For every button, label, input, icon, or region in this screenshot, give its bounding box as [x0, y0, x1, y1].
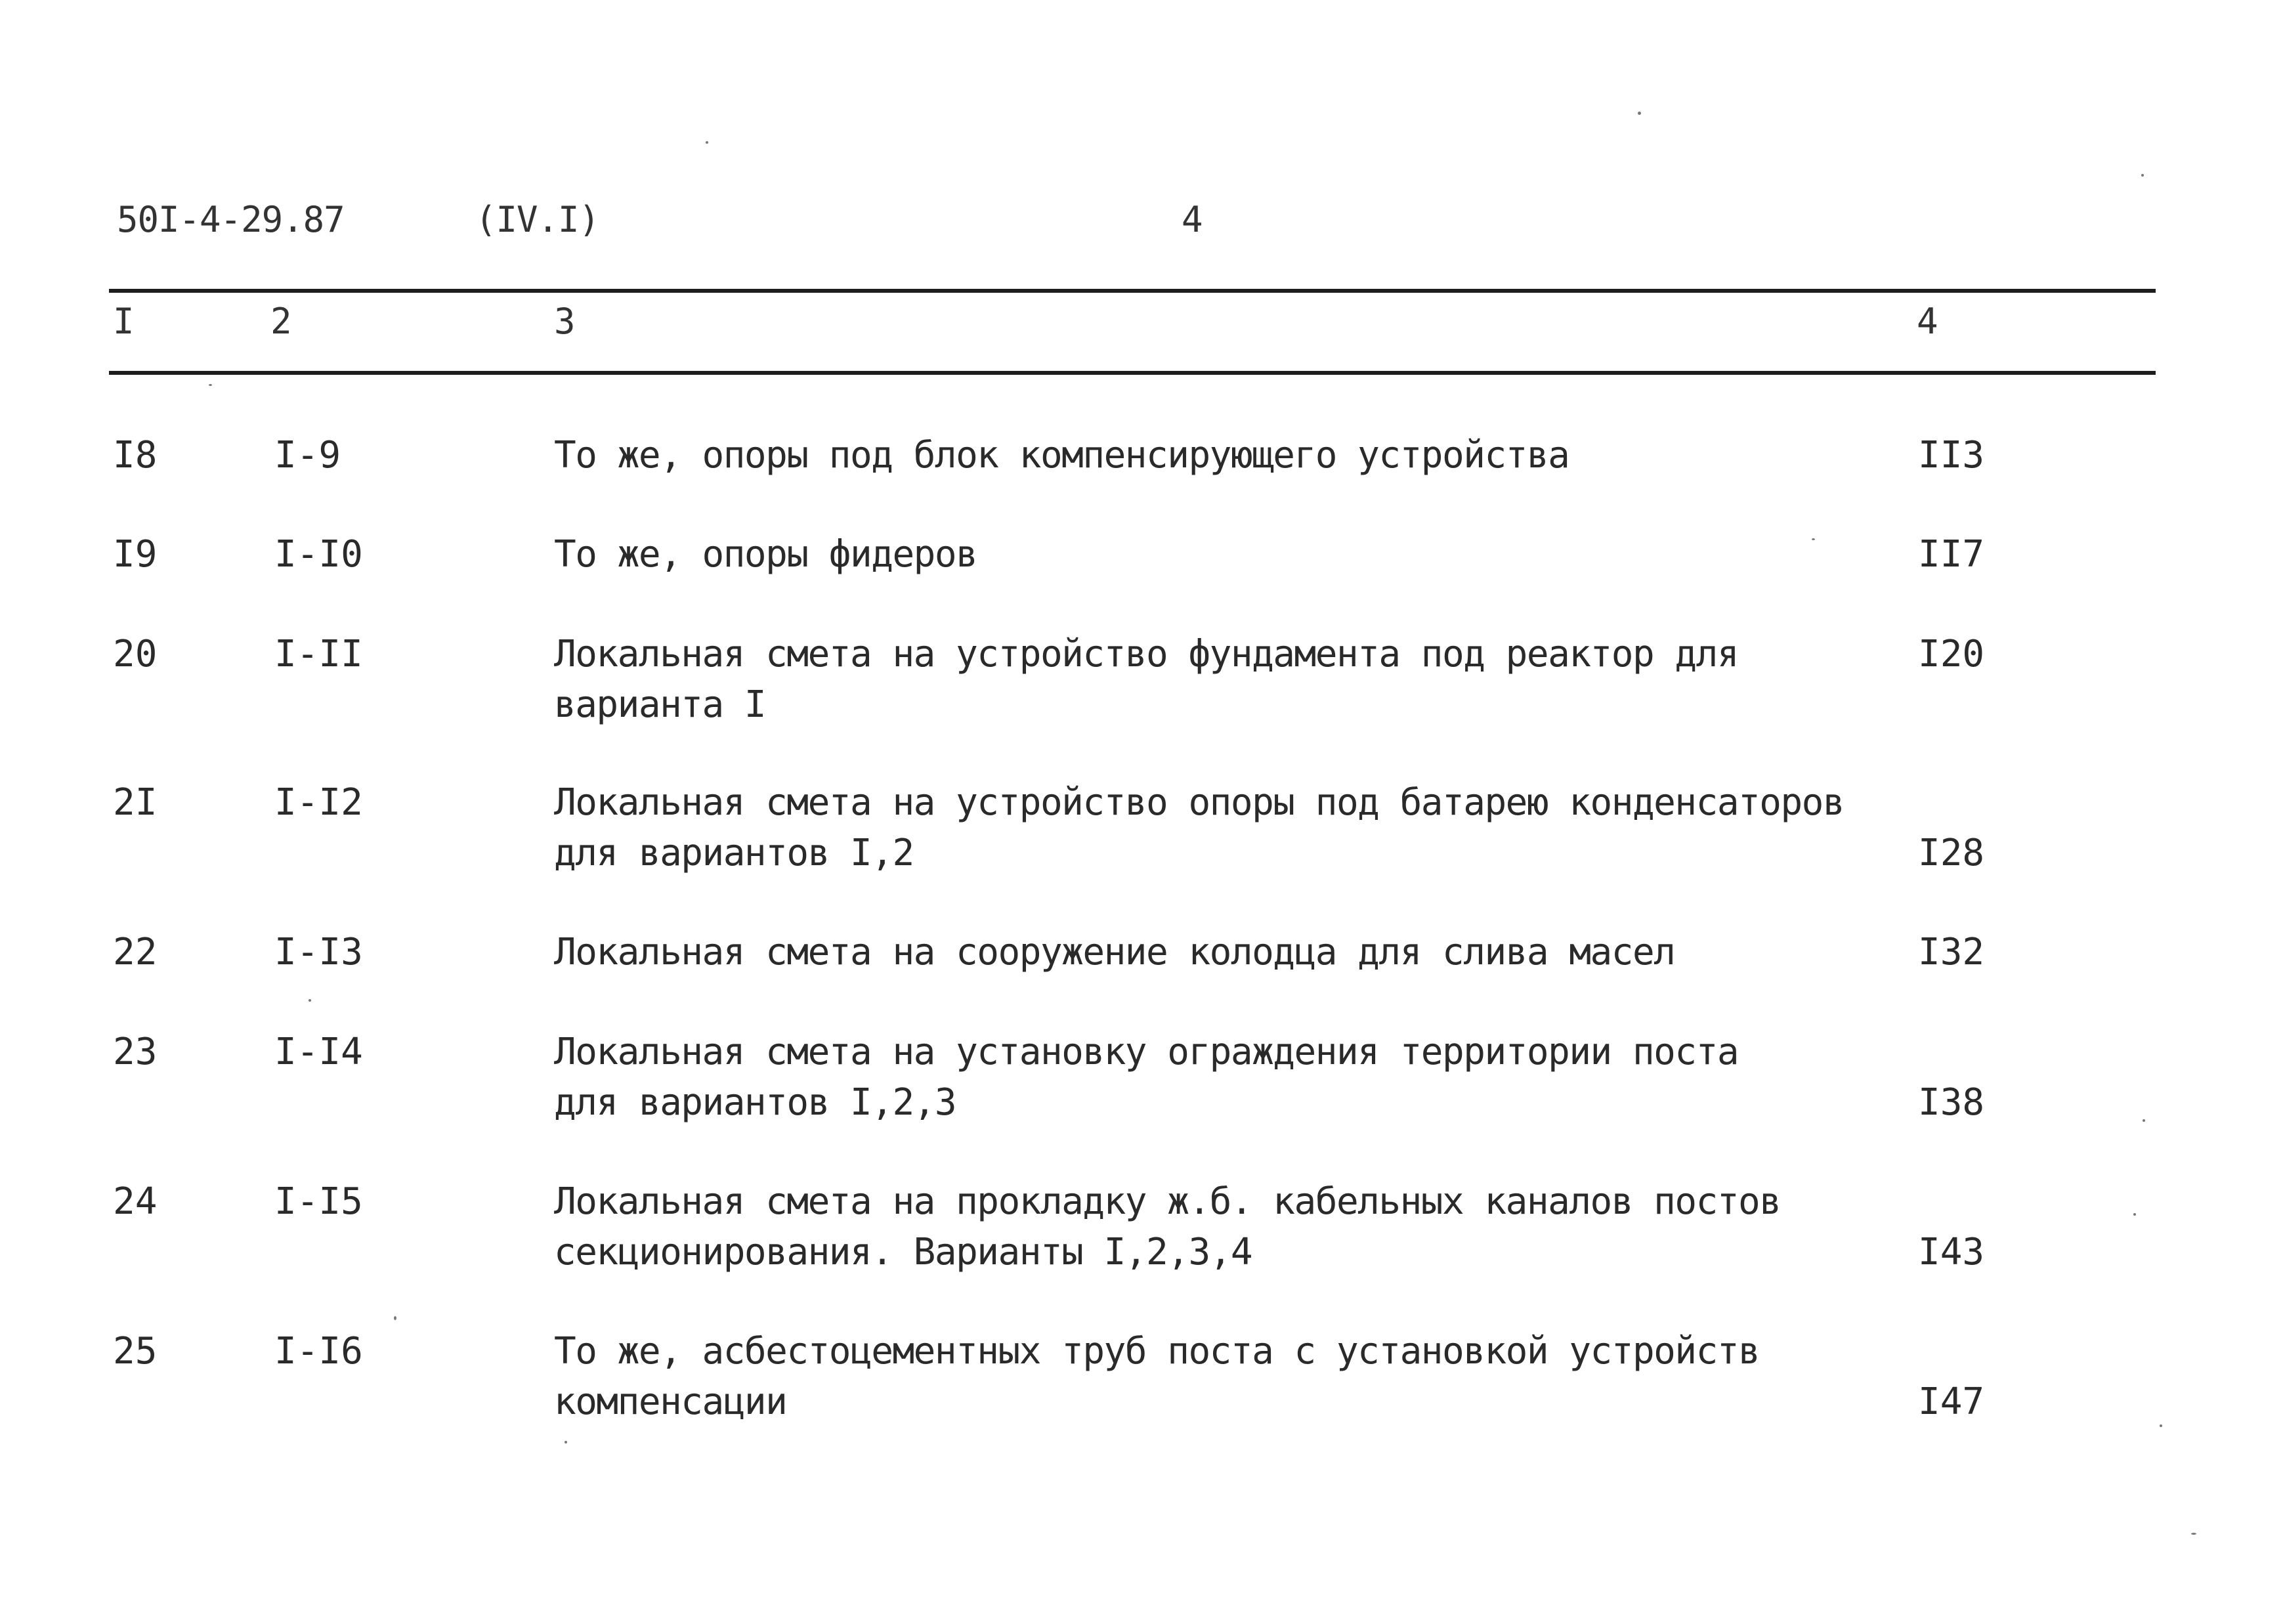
row-page: II3	[1918, 434, 1985, 477]
row-page: II7	[1918, 533, 1985, 576]
row-sheet: I-9	[274, 434, 341, 477]
row-sheet: I-I6	[274, 1330, 363, 1373]
row-number: 23	[113, 1031, 158, 1073]
row-title: Локальная смета на установку ограждения территории поста для вариантов I,2,3	[554, 1031, 1739, 1124]
scan-speck	[2141, 174, 2144, 177]
scan-speck	[1812, 538, 1815, 540]
row-page: I43	[1918, 1231, 1985, 1273]
row-number: 22	[113, 931, 158, 973]
row-page: I38	[1918, 1081, 1985, 1124]
row-page: I20	[1918, 633, 1985, 675]
scan-speck	[309, 999, 311, 1002]
row-page: I32	[1918, 931, 1985, 973]
row-sheet: I-I3	[274, 931, 363, 973]
row-title: Локальная смета на прокладку ж.б. кабельных каналов постов секционирования. Варианты I,2,3,4	[554, 1180, 1781, 1273]
document-code: 50I-4-29.87	[117, 199, 345, 240]
row-number: 20	[113, 633, 158, 675]
table-header-rule	[109, 371, 2156, 375]
row-number: I8	[113, 434, 158, 477]
row-title: Локальная смета на устройство опоры под батарею конденсаторов для вариантов I,2	[554, 781, 1845, 874]
table-top-rule	[109, 289, 2156, 293]
column-header-2: 2	[270, 301, 292, 342]
scan-speck	[1638, 112, 1641, 115]
scan-speck	[2160, 1424, 2162, 1427]
row-sheet: I-I4	[274, 1031, 363, 1073]
scan-speck	[209, 384, 212, 386]
row-sheet: I-I0	[274, 533, 363, 576]
row-number: 24	[113, 1180, 158, 1223]
column-header-1: I	[113, 301, 135, 342]
row-number: I9	[113, 533, 158, 576]
scan-speck	[2133, 1213, 2136, 1216]
row-number: 25	[113, 1330, 158, 1373]
scan-speck	[565, 1441, 567, 1443]
volume-label: (IV.I)	[475, 199, 600, 240]
row-title: То же, опоры под блок компенсирующего устройства	[554, 434, 1569, 477]
scan-speck	[706, 141, 708, 144]
row-sheet: I-I2	[274, 781, 363, 824]
row-title: Локальная смета на устройство фундамента под реактор для варианта I	[554, 633, 1739, 726]
page-number: 4	[1182, 199, 1203, 240]
row-title: То же, опоры фидеров	[554, 533, 977, 576]
row-title: То же, асбестоцементных труб поста с установкой устройств компенсации	[554, 1330, 1760, 1423]
row-page: I47	[1918, 1380, 1985, 1423]
column-header-3: 3	[554, 301, 576, 342]
scan-speck	[394, 1316, 396, 1320]
row-sheet: I-II	[274, 633, 363, 675]
scan-speck	[2143, 1119, 2145, 1122]
row-number: 2I	[113, 781, 158, 824]
row-sheet: I-I5	[274, 1180, 363, 1223]
row-page: I28	[1918, 832, 1985, 874]
scan-speck	[2191, 1533, 2196, 1535]
row-title: Локальная смета на сооружение колодца для слива масел	[554, 931, 1675, 973]
column-header-4: 4	[1917, 301, 1938, 342]
